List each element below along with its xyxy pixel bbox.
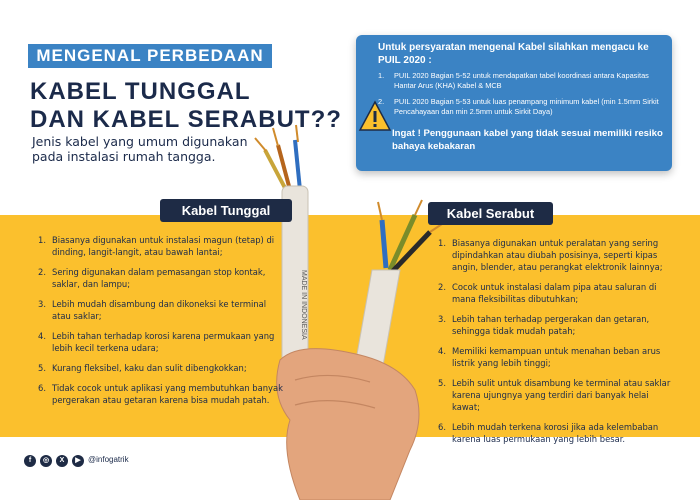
list-number: 3. <box>38 299 46 309</box>
info-item-text: PUIL 2020 Bagian 5-53 untuk luas penampang minimum kabel (min 1.5mm Sirkit Pencahayaan dan min 2.5mm untuk Sirkit Daya) <box>394 97 659 116</box>
list-item <box>38 362 286 374</box>
list-number: 1. <box>38 235 46 245</box>
info-heading: Untuk persyaratan mengenal Kabel silahkan mengacu ke PUIL 2020 : <box>378 42 649 66</box>
list-number: 5. <box>438 378 446 388</box>
list-text: Lebih tahan terhadap korosi karena permukaan yang lebih kecil terkena udara; <box>52 331 275 353</box>
hand <box>277 349 419 500</box>
list-text: Biasanya digunakan untuk instalasi magun (tetap) di dinding, langit-langit, atau bawah lantai; <box>52 235 275 257</box>
list-number: 1. <box>438 238 446 248</box>
warning-text: Ingat ! Penggunaan kabel yang tidak sesuai memiliki resiko bahaya kebakaran <box>392 128 663 152</box>
single-cable-list <box>38 234 286 414</box>
info-list <box>378 71 666 123</box>
list-text: Lebih sulit untuk disambung ke terminal atau saklar karena ujungnya yang terdiri dari banyak helai kawat; <box>452 378 671 412</box>
list-text: Tidak cocok untuk aplikasi yang membutuhkan banyak pergerakan atau getaran karena bisa mudah patah. <box>52 383 283 405</box>
list-number: 6. <box>38 383 46 393</box>
social-icons <box>24 454 84 468</box>
x-icon[interactable]: X <box>56 455 68 467</box>
list-item <box>438 345 674 369</box>
list-number: 4. <box>38 331 46 341</box>
list-item <box>438 281 674 305</box>
list-number: 2. <box>438 282 446 292</box>
list-number: 6. <box>438 422 446 432</box>
list-number: 3. <box>438 314 446 324</box>
list-text: Cocok untuk instalasi dalam pipa atau saluran di mana fleksibilitas dibutuhkan; <box>452 282 657 304</box>
list-number: 2. <box>38 267 46 277</box>
list-text: Memiliki kemampuan untuk menahan beban arus listrik yang lebih tinggi; <box>452 346 661 368</box>
info-item-text: PUIL 2020 Bagian 5-52 untuk mendapatkan tabel koordinasi antara Kapasitas Hantar Arus (KHA) Kabel & MCB <box>394 71 649 90</box>
list-text: Lebih mudah disambung dan dikoneksi ke terminal atau saklar; <box>52 299 267 321</box>
title-tag: MENGENAL PERBEDAAN <box>28 44 272 68</box>
subtitle: Jenis kabel yang umum digunakan pada instalasi rumah tangga. <box>32 134 248 164</box>
list-item <box>438 377 674 413</box>
list-number: 4. <box>438 346 446 356</box>
info-item <box>378 71 666 91</box>
title-line-2: DAN KABEL SERABUT?? <box>30 106 342 133</box>
list-item <box>38 330 286 354</box>
list-text: Lebih mudah terkena korosi jika ada kelembaban karena luas permukaan yang lebih besar. <box>452 422 659 444</box>
single-cable-title: Kabel Tunggal <box>160 199 292 222</box>
list-item <box>38 382 286 406</box>
list-text: Biasanya digunakan untuk peralatan yang sering dipindahkan atau diubah posisinya, seperti kipas angin, blender, atau perangkat elektronik lainnya; <box>452 238 663 272</box>
info-item-number: 1. <box>378 71 385 80</box>
list-item <box>438 313 674 337</box>
list-item <box>38 266 286 290</box>
info-item <box>378 97 666 117</box>
info-item-number: 2. <box>378 97 385 106</box>
title-line-1: KABEL TUNGGAL <box>30 78 251 105</box>
stranded-cable-list <box>438 237 674 453</box>
list-text: Lebih tahan terhadap pergerakan dan getaran, sehingga tidak mudah patah; <box>452 314 650 336</box>
list-item <box>438 237 674 273</box>
list-text: Sering digunakan dalam pemasangan stop kontak, saklar, dan lampu; <box>52 267 266 289</box>
list-text: Kurang fleksibel, kaku dan sulit dibengkokkan; <box>52 363 247 373</box>
instagram-icon[interactable]: ◎ <box>40 455 52 467</box>
cable-print: MADE IN INDONESIA <box>300 270 307 340</box>
social-handle: @infogatrik <box>88 455 129 464</box>
list-item <box>38 298 286 322</box>
list-item <box>38 234 286 258</box>
stranded-cable-title: Kabel Serabut <box>428 202 553 225</box>
youtube-icon[interactable]: ▶ <box>72 455 84 467</box>
list-item <box>438 421 674 445</box>
facebook-icon[interactable]: f <box>24 455 36 467</box>
list-number: 5. <box>38 363 46 373</box>
